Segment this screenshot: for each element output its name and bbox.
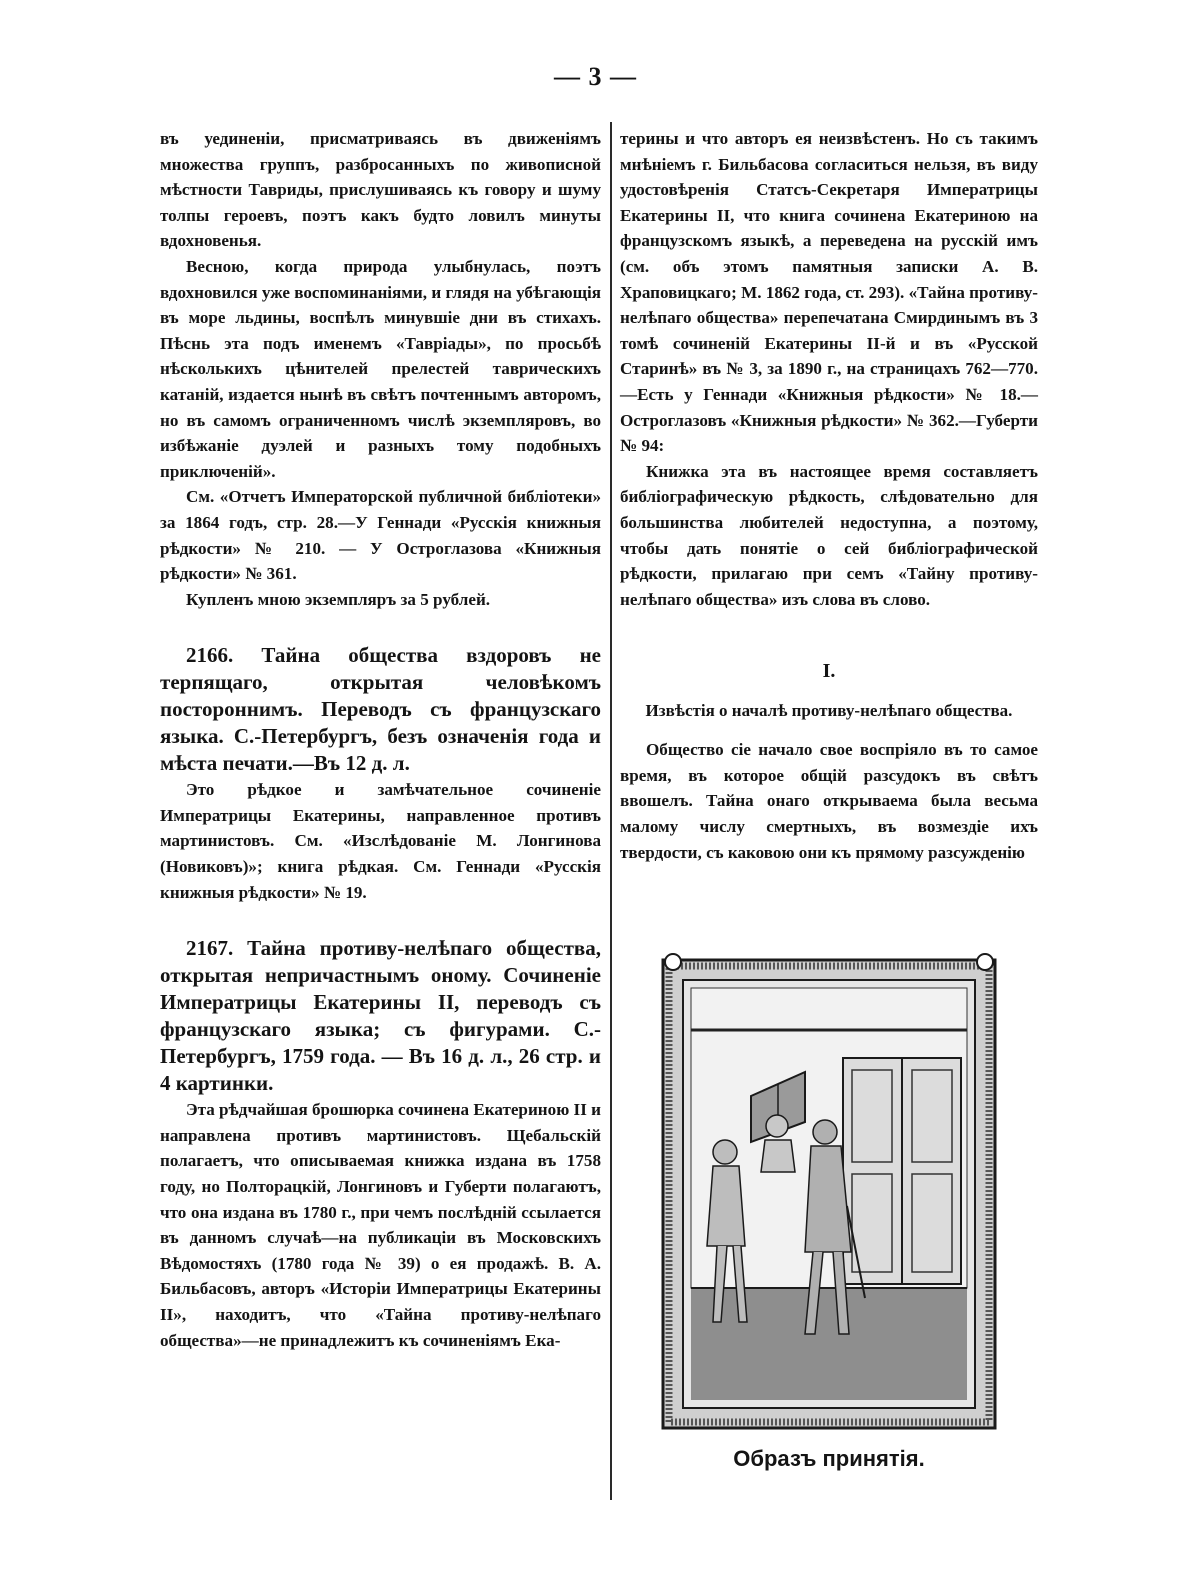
- left-paragraph-4: Купленъ мною экземпляръ за 5 рублей.: [186, 589, 491, 609]
- floor: [691, 1288, 967, 1400]
- entry-2167-number: 2167.: [186, 936, 234, 961]
- spacer: [160, 612, 601, 642]
- engraving-illustration: [655, 946, 1003, 1436]
- right-column: [620, 126, 1038, 865]
- engraving-svg: [655, 946, 1003, 1436]
- entry-2167-heading: [160, 935, 601, 1097]
- page-number: — 3 —: [554, 62, 637, 91]
- entry-2167-note: Эта рѣдчайшая брошюрка сочинена Екатериною II и направлена противъ мартинистовъ. Щебальскій полагаетъ, что описываемая книжка издана въ 1758 году, но Полторацкій, Лонгиновъ и Губерти полагаютъ, что она издана въ 1780 г., при чемъ послѣдній ссылается въ данномъ случаѣ—на публикаціи въ Московскихъ Вѣдомостяхъ (1780 года № 39) о ея продажѣ. В. А. Бильбасовъ, авторъ «Исторіи Императрицы Екатерины II», находитъ, что «Тайна противу-нелѣпаго общества»—не принадлежитъ къ сочиненіямъ Ека-: [160, 1100, 601, 1350]
- section-numeral: I.: [822, 660, 836, 683]
- illustration-caption: Образъ принятія.: [733, 1446, 925, 1471]
- right-paragraph-2: Книжка эта въ настоящее время составляетъ библіографическую рѣдкость, слѣдовательно для большинства любителей недоступна, а поэтому, чтобы дать понятіе о сей библіографической рѣдкости, прилагаю при семъ «Тайну противу-нелѣпаго общества» изъ слова въ слово.: [620, 461, 1038, 609]
- column-divider: [610, 122, 612, 1500]
- entry-2166-heading: [160, 642, 601, 777]
- frame-knob-tl: [665, 954, 681, 970]
- entry-2166-note: Это рѣдкое и замѣчательное сочиненіе Императрицы Екатерины, направленное противъ мартинистовъ. См. «Изслѣдованіе М. Лонгинова (Новиковъ)»; книга рѣдкая. См. Геннади «Русскія книжныя рѣдкости» № 19.: [160, 780, 601, 902]
- left-column: [160, 126, 601, 1353]
- entry-2166-number: 2166.: [186, 643, 234, 668]
- section-title: Извѣстія о началѣ противу-нелѣпаго общества.: [645, 701, 1013, 721]
- entry-2167-title: Тайна противу-нелѣпаго общества, открытая непричастнымъ оному. Сочиненіе Императрицы Екатерины II, переводъ съ французскаго языка; съ фигурами. С.-Петербургъ, 1759 года. — Въ 16 д. л., 26 стр. и 4 картинки.: [160, 936, 601, 1096]
- left-paragraph-1: въ уединеніи, присматриваясь въ движеніямъ множества группъ, разбросанныхъ по живописной мѣстности Тавриды, прислушиваясь къ говору и шуму толпы героевъ, поэтъ какъ будто ловилъ минуты вдохновенья.: [160, 129, 601, 251]
- right-paragraph-1: терины и что авторъ ея неизвѣстенъ. Но съ такимъ мнѣніемъ г. Бильбасова согласиться нельзя, въ виду удостовѣренія Статсъ-Секретаря Императрицы Екатерины II, что книга сочинена Екатериною на французскомъ языкѣ, а переведена на русскій имъ (см. объ этомъ памятныя записки А. В. Храповицкаго; М. 1862 года, ст. 293). «Тайна противу-нелѣпаго общества» перепечатана Смирдинымъ въ 3 томѣ сочиненій Екатерины II-й и въ «Русской Старинѣ» въ № 3, за 1890 г., на страницахъ 762—770.—Есть у Геннади «Книжныя рѣдкости» № 18.—Остроглазовъ «Книжныя рѣдкости» № 362.—Губерти № 94:: [620, 129, 1038, 456]
- left-paragraph-3: См. «Отчетъ Императорской публичной библіотеки» за 1864 годъ, стр. 28.—У Геннади «Русскія книжныя рѣдкости» № 210. — У Остроглазова «Книжныя рѣдкости» № 361.: [160, 487, 601, 584]
- right-paragraph-3: Общество сіе начало свое воспріяло въ то самое время, въ которое общій разсудокъ въ свѣтъ ввошелъ. Тайна онаго открываема была весьма малому числу смертныхъ, въ возмездіе ихъ твердости, съ каковою они къ прямому разсужденію: [620, 740, 1038, 862]
- entry-2166-title: Тайна общества вздоровъ не терпящаго, открытая человѣкомъ постороннимъ. Переводъ съ французскаго языка. С.-Петербургъ, безъ означенія года и мѣста печати.—Въ 12 д. л.: [160, 643, 601, 776]
- frame-knob-tr: [977, 954, 993, 970]
- spacer: [160, 905, 601, 935]
- left-paragraph-2: Весною, когда природа улыбнулась, поэтъ вдохновился уже воспоминаніями, и глядя на убѣгающія въ море льдины, воспѣлъ минувшіе дни въ стихахъ. Пѣснь эта подъ именемъ «Тавріады», по просьбѣ нѣсколькихъ цѣнителей прелестей таврическихъ катаній, издается нынѣ въ свѣтъ почтеннымъ авторомъ, но въ самомъ ограниченномъ числѣ экземпляровъ, во избѣжаніе дуэлей и разныхъ тому подобныхъ приключеній».: [160, 256, 601, 481]
